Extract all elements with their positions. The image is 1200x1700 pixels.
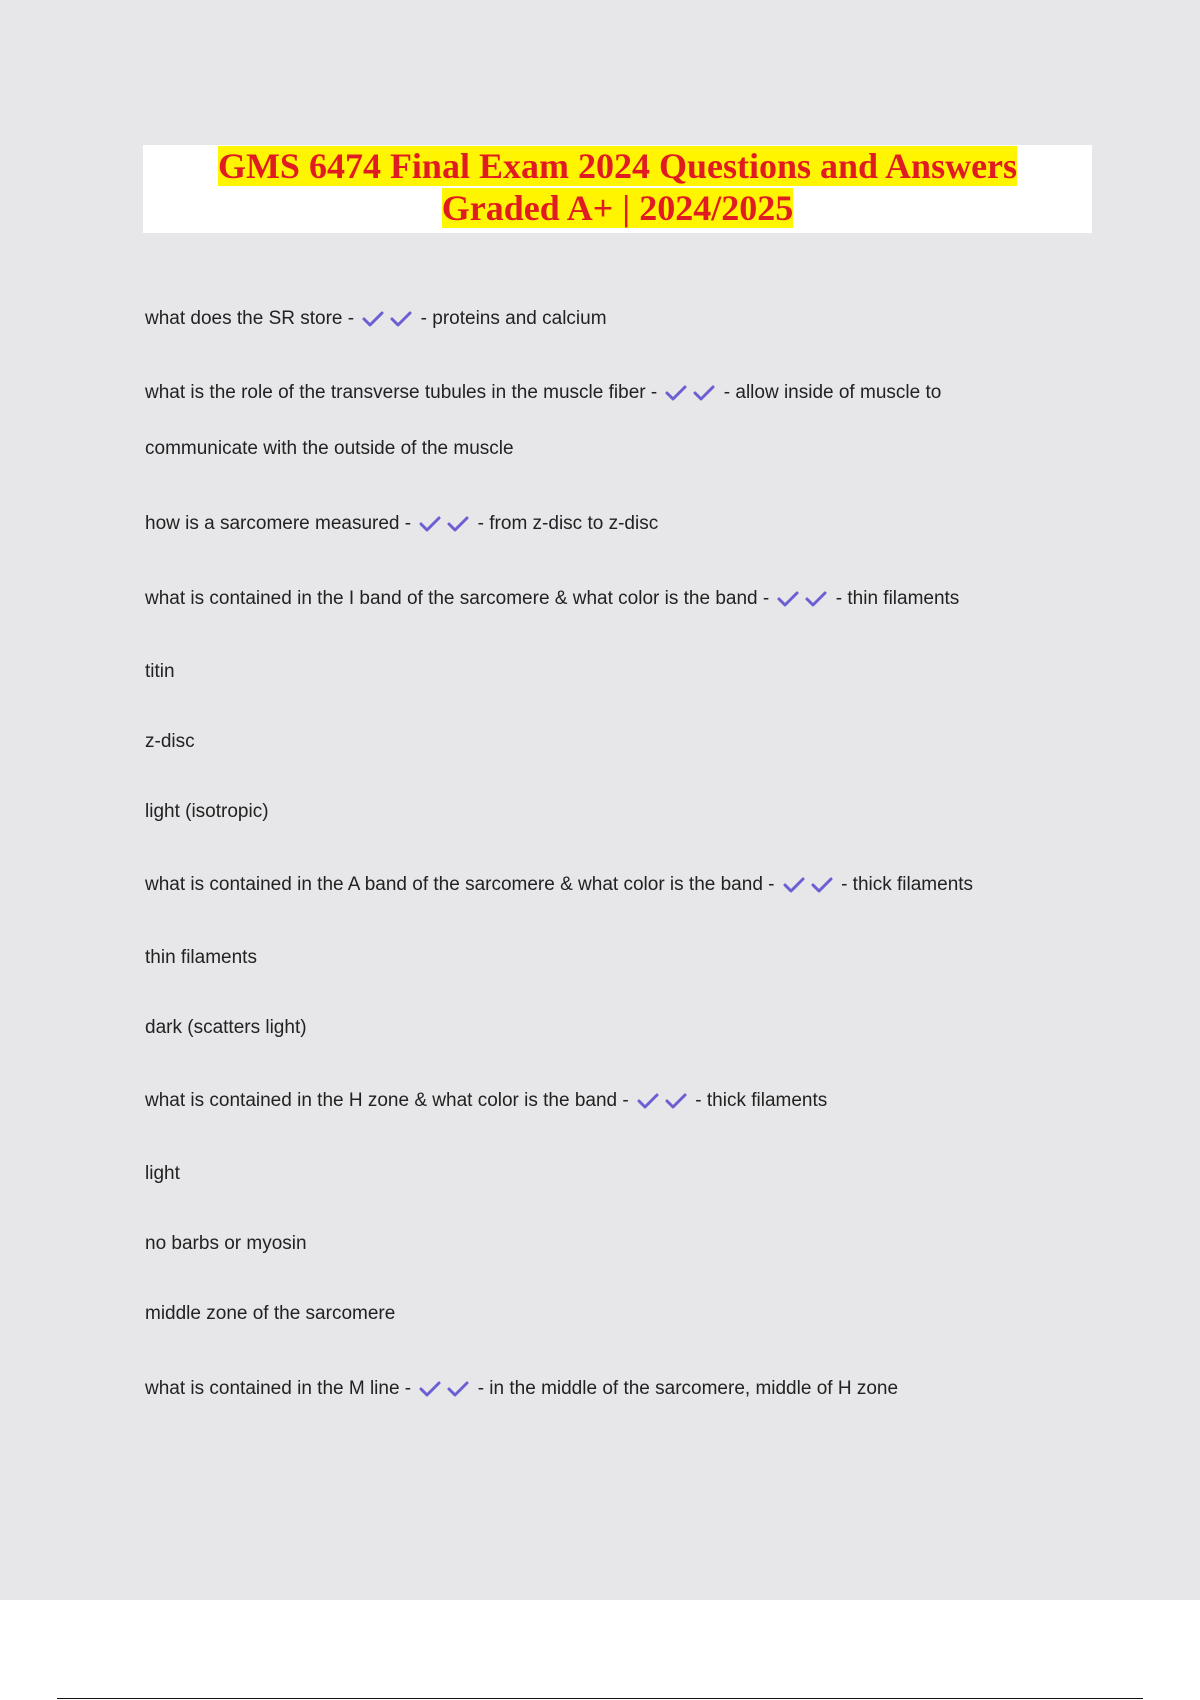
question-text: what is contained in the H zone & what color is the band -: [145, 1090, 629, 1111]
checkmark-icon: [782, 876, 806, 894]
document-title-line-1: GMS 6474 Final Exam 2024 Questions and Answers: [217, 146, 1018, 186]
qa-row-a-band: [145, 873, 973, 897]
question-text: how is a sarcomere measured -: [145, 513, 412, 534]
checkmark-icon: [361, 310, 385, 328]
answer-line: no barbs or myosin: [145, 1233, 307, 1254]
question-text: what is contained in the M line -: [145, 1378, 412, 1399]
question-text: what is contained in the I band of the sarcomere & what color is the band -: [145, 588, 770, 609]
qa-row-m-line: [145, 1377, 898, 1401]
answer-continuation: communicate with the outside of the muscle: [145, 438, 514, 459]
checkmark-icon: [389, 310, 413, 328]
answer-line: titin: [145, 661, 175, 682]
answer-text: - in the middle of the sarcomere, middle of H zone: [477, 1378, 899, 1399]
question-text: what is contained in the A band of the sarcomere & what color is the band -: [145, 874, 775, 895]
checkmark-icon: [810, 876, 834, 894]
footer-divider: [57, 1698, 1143, 1699]
checkmark-icon: [664, 1092, 688, 1110]
answer-line: thin filaments: [145, 947, 257, 968]
checkmark-icon: [692, 384, 716, 402]
checkmark-icon: [636, 1092, 660, 1110]
qa-row-h-zone: [145, 1089, 827, 1113]
checkmark-icon: [418, 515, 442, 533]
answer-text: - thick filaments: [841, 874, 974, 895]
answer-text: - from z-disc to z-disc: [477, 513, 659, 534]
answer-line: light (isotropic): [145, 801, 269, 822]
answer-line: middle zone of the sarcomere: [145, 1303, 396, 1324]
title-box: [143, 145, 1092, 233]
qa-row-sarcomere-measured: [145, 512, 658, 536]
checkmark-icon: [664, 384, 688, 402]
checkmark-icon: [418, 1380, 442, 1398]
answer-line: dark (scatters light): [145, 1017, 307, 1038]
checkmark-icon: [446, 1380, 470, 1398]
checkmark-icon: [446, 515, 470, 533]
checkmark-icon: [804, 590, 828, 608]
answer-line: light: [145, 1163, 180, 1184]
qa-row-sr-store: [145, 307, 607, 331]
answer-text: - thin filaments: [835, 588, 960, 609]
answer-line: z-disc: [145, 731, 195, 752]
answer-text: - proteins and calcium: [420, 308, 607, 329]
question-text: what does the SR store -: [145, 308, 355, 329]
answer-text: - allow inside of muscle to: [723, 382, 942, 403]
qa-row-i-band: [145, 587, 959, 611]
checkmark-icon: [776, 590, 800, 608]
question-text: what is the role of the transverse tubules in the muscle fiber -: [145, 382, 658, 403]
document-title-line-2: Graded A+ | 2024/2025: [441, 188, 794, 228]
answer-text: - thick filaments: [695, 1090, 828, 1111]
qa-row-transverse-tubules: [145, 381, 941, 405]
